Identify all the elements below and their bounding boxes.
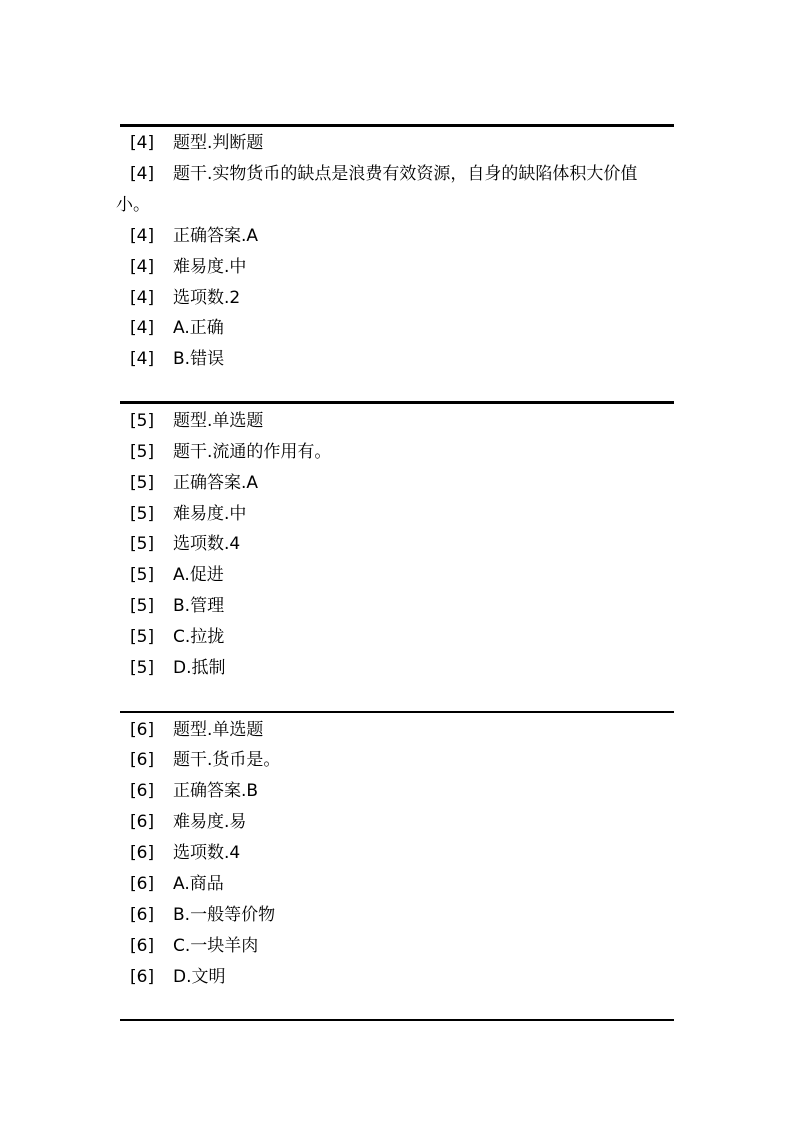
question-tag: [4] bbox=[130, 288, 155, 308]
answer-line bbox=[0, 221, 793, 252]
question-stem: 题干.流通的作用有。 bbox=[173, 442, 332, 462]
option-b: B.管理 bbox=[173, 596, 225, 616]
question-stem: 题干.实物货币的缺点是浪费有效资源，自身的缺陷体积大价值 bbox=[173, 164, 638, 184]
option-a: A.正确 bbox=[173, 318, 224, 338]
difficulty-line bbox=[0, 499, 793, 530]
block-divider bbox=[120, 711, 674, 713]
option-d: D.文明 bbox=[173, 967, 226, 987]
block-divider bbox=[120, 1019, 674, 1021]
option-line bbox=[0, 962, 793, 993]
difficulty-line bbox=[0, 807, 793, 838]
option-b: B.一般等价物 bbox=[173, 905, 276, 925]
question-stem-line bbox=[0, 745, 793, 776]
question-tag: [5] bbox=[130, 658, 155, 678]
difficulty: 难易度.中 bbox=[173, 504, 247, 524]
question-type: 题型.单选题 bbox=[173, 411, 264, 431]
correct-answer: 正确答案.A bbox=[173, 226, 259, 246]
question-tag: [4] bbox=[130, 133, 155, 153]
question-tag: [4] bbox=[130, 257, 155, 277]
option-d: D.抵制 bbox=[173, 658, 226, 678]
block-divider bbox=[120, 124, 674, 127]
question-stem-line bbox=[0, 159, 793, 190]
question-tag: [6] bbox=[130, 781, 155, 801]
question-tag: [5] bbox=[130, 411, 155, 431]
question-type: 题型.单选题 bbox=[173, 720, 264, 740]
question-tag: [4] bbox=[130, 164, 155, 184]
option-count: 选项数.4 bbox=[173, 534, 241, 554]
question-tag: [4] bbox=[130, 349, 155, 369]
question-tag: [6] bbox=[130, 720, 155, 740]
question-type-line bbox=[0, 715, 793, 746]
question-type: 题型.判断题 bbox=[173, 133, 264, 153]
option-c: C.一块羊肉 bbox=[173, 936, 259, 956]
answer-line bbox=[0, 776, 793, 807]
option-a: A.商品 bbox=[173, 874, 224, 894]
option-count: 选项数.4 bbox=[173, 843, 241, 863]
option-line bbox=[0, 560, 793, 591]
question-tag: [6] bbox=[130, 812, 155, 832]
difficulty: 难易度.易 bbox=[173, 812, 247, 832]
question-tag: [5] bbox=[130, 473, 155, 493]
question-tag: [6] bbox=[130, 874, 155, 894]
answer-line bbox=[0, 468, 793, 499]
question-stem: 题干.货币是。 bbox=[173, 750, 281, 770]
option-line bbox=[0, 653, 793, 684]
question-tag: [6] bbox=[130, 967, 155, 987]
question-tag: [4] bbox=[130, 226, 155, 246]
correct-answer: 正确答案.A bbox=[173, 473, 259, 493]
question-tag: [6] bbox=[130, 843, 155, 863]
option-line bbox=[0, 344, 793, 375]
question-tag: [5] bbox=[130, 442, 155, 462]
option-a: A.促进 bbox=[173, 565, 224, 585]
block-divider bbox=[120, 401, 674, 404]
option-line bbox=[0, 591, 793, 622]
option-b: B.错误 bbox=[173, 349, 225, 369]
option-line bbox=[0, 622, 793, 653]
question-tag: [5] bbox=[130, 627, 155, 647]
question-tag: [5] bbox=[130, 504, 155, 524]
question-stem-line bbox=[0, 437, 793, 468]
option-line bbox=[0, 313, 793, 344]
option-line bbox=[0, 931, 793, 962]
question-tag: [4] bbox=[130, 318, 155, 338]
question-type-line bbox=[0, 406, 793, 437]
question-tag: [6] bbox=[130, 750, 155, 770]
question-tag: [6] bbox=[130, 905, 155, 925]
option-count: 选项数.2 bbox=[173, 288, 241, 308]
question-tag: [5] bbox=[130, 596, 155, 616]
difficulty: 难易度.中 bbox=[173, 257, 247, 277]
question-tag: [5] bbox=[130, 565, 155, 585]
option-count-line bbox=[0, 529, 793, 560]
correct-answer: 正确答案.B bbox=[173, 781, 259, 801]
option-line bbox=[0, 869, 793, 900]
question-tag: [5] bbox=[130, 534, 155, 554]
option-line bbox=[0, 900, 793, 931]
difficulty-line bbox=[0, 252, 793, 283]
question-stem-tail: 小。 bbox=[116, 195, 150, 215]
option-count-line bbox=[0, 838, 793, 869]
question-type-line bbox=[0, 128, 793, 159]
option-c: C.拉拢 bbox=[173, 627, 225, 647]
option-count-line bbox=[0, 283, 793, 314]
question-tag: [6] bbox=[130, 936, 155, 956]
